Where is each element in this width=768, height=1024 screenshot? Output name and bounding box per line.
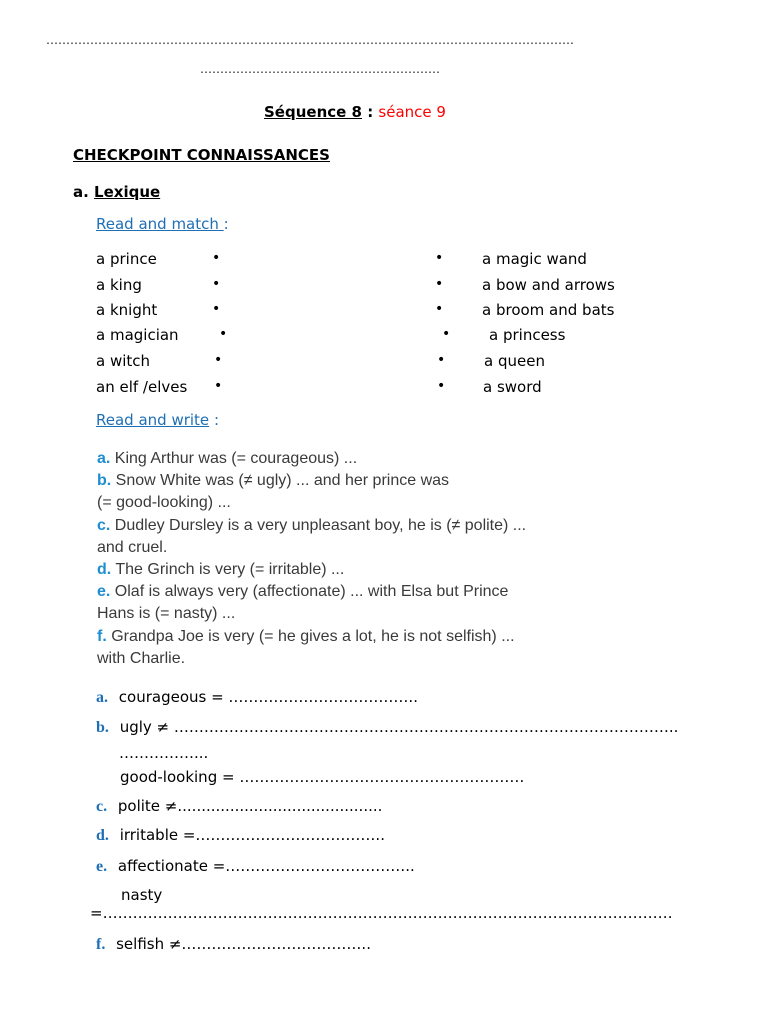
match-left-bullet[interactable]: • (219, 326, 228, 342)
answer-b[interactable] (96, 718, 678, 737)
match-right-item: a bow and arrows (482, 276, 615, 294)
exercise-line: f. Grandpa Joe is very (= he gives a lot, he is not selfish) ... (97, 627, 515, 645)
exercise-line: (= good-looking) ... (97, 494, 231, 512)
answer-text: irritable =……………………………….. (119, 826, 385, 844)
answer-text: ugly ≠ ……………………………………………………………………………………….. (119, 718, 679, 736)
answer-b-good-looking[interactable]: good-looking = ………………………………………………… (120, 768, 525, 786)
answer-letter: c. (96, 798, 108, 815)
answer-b-continuation[interactable]: ……………... (119, 744, 209, 762)
page-title (264, 103, 446, 121)
answer-c[interactable] (96, 797, 382, 816)
match-right-bullet[interactable]: • (437, 378, 446, 394)
answer-nasty-line[interactable]: =…………………………………………………………………………………………………… (90, 904, 673, 922)
match-right-item: a broom and bats (482, 301, 615, 319)
header-dots-1: …………………………………………………………………………………………………………………… (46, 33, 574, 47)
match-left-bullet[interactable]: • (214, 352, 223, 368)
answer-text: courageous = ……………………………….. (118, 688, 418, 706)
read-write-link[interactable]: Read and write (96, 411, 210, 429)
exercise-line: c. Dudley Dursley is a very unpleasant boy, he is (≠ polite) ... (97, 516, 527, 534)
answer-letter: f. (96, 936, 106, 953)
answer-text: affectionate =……………………………….. (117, 857, 415, 875)
match-left-item: a prince (96, 250, 157, 268)
match-left-item: a witch (96, 352, 151, 370)
match-right-bullet[interactable]: • (437, 352, 446, 368)
match-left-item: a magician (96, 326, 179, 344)
subsection-label: Lexique (94, 183, 161, 201)
match-right-item: a queen (484, 352, 545, 370)
match-right-item: a magic wand (482, 250, 587, 268)
read-match-instruction (96, 215, 229, 233)
answer-e[interactable] (96, 857, 415, 876)
match-right-item: a princess (489, 326, 566, 344)
answer-d[interactable] (96, 826, 385, 845)
answer-text: selfish ≠……………………………….. (116, 935, 371, 953)
read-write-colon: : (209, 411, 219, 429)
answer-text: polite ≠........................................... (117, 797, 383, 815)
answer-a[interactable] (96, 688, 418, 707)
header-dots-2: …………………………………………………… (200, 62, 440, 76)
exercise-line: d. The Grinch is very (= irritable) ... (97, 561, 345, 579)
exercise-line: e. Olaf is always very (affectionate) ... with Elsa but Prince (97, 583, 509, 601)
subsection-letter: a. (73, 183, 95, 201)
exercise-line: and cruel. (97, 538, 168, 556)
title-colon: : (361, 103, 379, 121)
exercise-text-block (97, 448, 567, 670)
read-match-colon: : (223, 215, 229, 233)
subsection-heading (73, 183, 160, 201)
match-right-item: a sword (483, 378, 542, 396)
match-left-item: an elf /elves (96, 378, 188, 396)
match-right-bullet[interactable]: • (435, 276, 444, 292)
answer-letter: b. (96, 719, 109, 736)
exercise-line: b. Snow White was (≠ ugly) ... and her prince was (97, 472, 450, 490)
exercise-line: with Charlie. (97, 649, 186, 667)
answer-nasty-label: nasty (121, 886, 163, 904)
exercise-line: a. King Arthur was (= courageous) ... (97, 450, 358, 467)
seance-label: séance 9 (378, 103, 446, 121)
exercise-line: Hans is (= nasty) ... (97, 605, 236, 623)
match-right-bullet[interactable]: • (435, 250, 444, 266)
match-left-bullet[interactable]: • (212, 250, 221, 266)
read-write-instruction (96, 411, 219, 429)
match-left-item: a knight (96, 301, 158, 319)
match-left-item: a king (96, 276, 142, 294)
match-right-bullet[interactable]: • (442, 326, 451, 342)
answer-letter: d. (96, 827, 109, 844)
sequence-label: Séquence 8 (264, 103, 362, 121)
read-match-link[interactable]: Read and match (96, 215, 224, 233)
match-left-bullet[interactable]: • (212, 301, 221, 317)
section-heading: CHECKPOINT CONNAISSANCES (73, 146, 330, 164)
match-left-bullet[interactable]: • (214, 378, 223, 394)
answer-letter: e. (96, 858, 108, 875)
match-right-bullet[interactable]: • (435, 301, 444, 317)
answer-f[interactable] (96, 935, 371, 954)
match-left-bullet[interactable]: • (212, 276, 221, 292)
answer-letter: a. (96, 689, 108, 706)
